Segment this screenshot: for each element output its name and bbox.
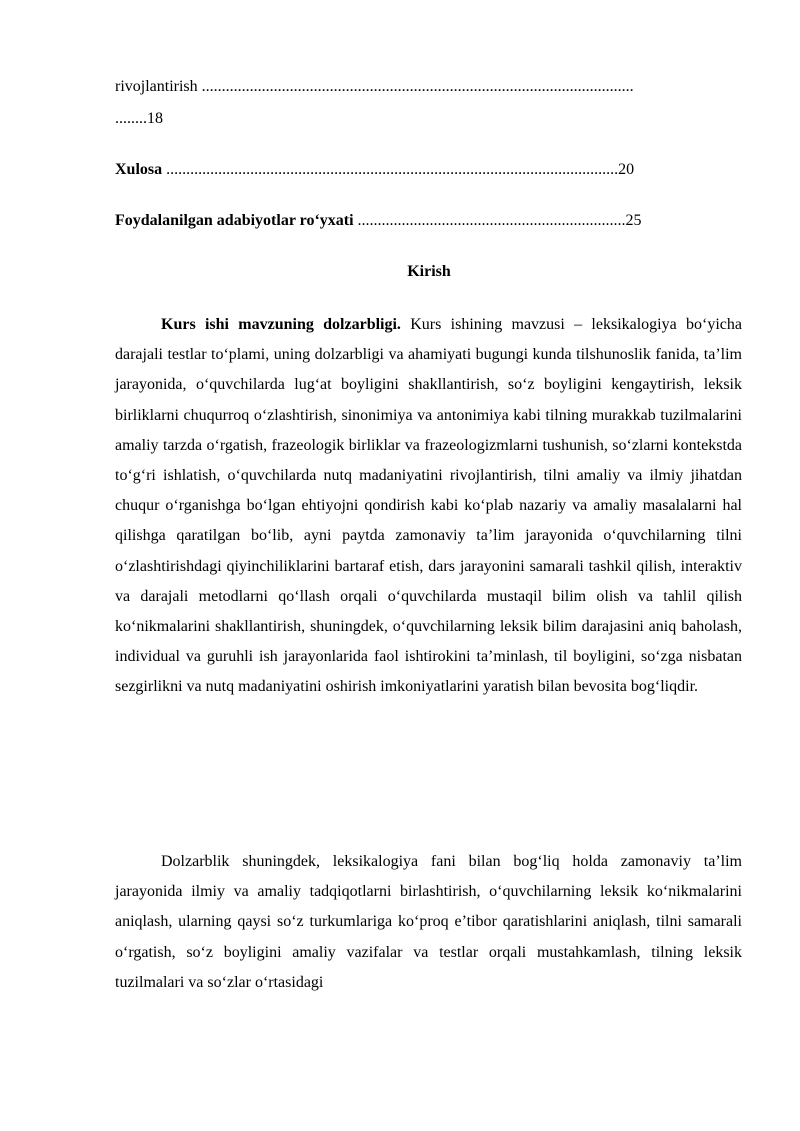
toc-entry-label: Foydalanilgan adabiyotlar ro‘yxati [115, 212, 354, 229]
paragraph-body: Dolzarblik shuningdek, leksikalogiya fani bilan bog‘liq holda zamonaviy ta’lim jarayonida ilmiy va amaliy tadqiqotlarni birlashtirish, o‘quvchilarning leksik ko‘nikmalarini aniqlash, ularning qaysi so‘z turkumlariga ko‘proq e’tibor qaratishlarini aniqlash, tilni samarali o‘rgatish, so‘z boyligini amaliy vazifalar va testlar orqali mustahkamlash, tilning leksik tuzilmalari va so‘zlar o‘rtasidagi [115, 853, 742, 991]
paragraph [115, 310, 742, 703]
paragraph [115, 847, 742, 998]
toc-entry-adabiyotlar[interactable] [115, 212, 642, 230]
toc-entry-rivojlantirish[interactable] [115, 78, 634, 96]
toc-entry-text: rivojlantirish ............................................................................................................ [115, 78, 634, 95]
paragraph-lead: Kurs ishi mavzuning dolzarbligi. [161, 316, 401, 333]
toc-entry-continuation: ........18 [115, 110, 163, 127]
toc-entry-xulosa[interactable] [115, 161, 634, 179]
toc-entry-leader: ...................................................................25 [353, 212, 642, 229]
paragraph-body: Kurs ishining mavzusi – leksikalogiya bo‘yicha darajali testlar to‘plami, uning dolzarbligi va ahamiyati bugungi kunda tilshunoslik fanida, ta’lim jarayonida, o‘quvchilarda lug‘at boyligini shakllantirish, so‘z boyligini kengaytirish, leksik birliklarni chuqurroq o‘zlashtirish, sinonimiya va antonimiya kabi tilning murakkab tuzilmalarini amaliy tarzda o‘rgatish, frazeologik birliklar va frazeologizmlarni tushunish, so‘zlarni kontekstda to‘g‘ri ishlatish, o‘quvchilarda nutq madaniyatini rivojlantirish, tilni amaliy va ilmiy jihatdan chuqur o‘rganishga bo‘lgan ehtiyojni qondirish kabi ko‘plab nazariy va amaliy masalalarni hal qilishga qaratilgan bo‘lib, ayni paytda zamonaviy ta’lim jarayonida o‘quvchilarning tilni o‘zlashtirishdagi qiyinchiliklarini bartaraf etish, dars jarayonini samarali tashkil qilish, interaktiv va darajali metodlarni qo‘llash orqali o‘quvchilarda mustaqil bilim olish va tahlil qilish ko‘nikmalarini shakllantirish, shuningdek, o‘quvchilarning leksik bilim darajasini aniq baholash, individual va guruhli ish jarayonlarida faol ishtirokini ta’minlash, til boyligini, so‘zga nisbatan sezgirlikni va nutq madaniyatini oshirish imkoniyatlarini yaratish bilan bevosita bog‘liqdir. [115, 316, 742, 696]
toc-entry-page-number [115, 110, 163, 128]
toc-entry-label: Xulosa [115, 161, 163, 178]
section-heading: Kirish [407, 263, 451, 280]
toc-entry-leader: .................................................................................................................20 [162, 161, 635, 178]
